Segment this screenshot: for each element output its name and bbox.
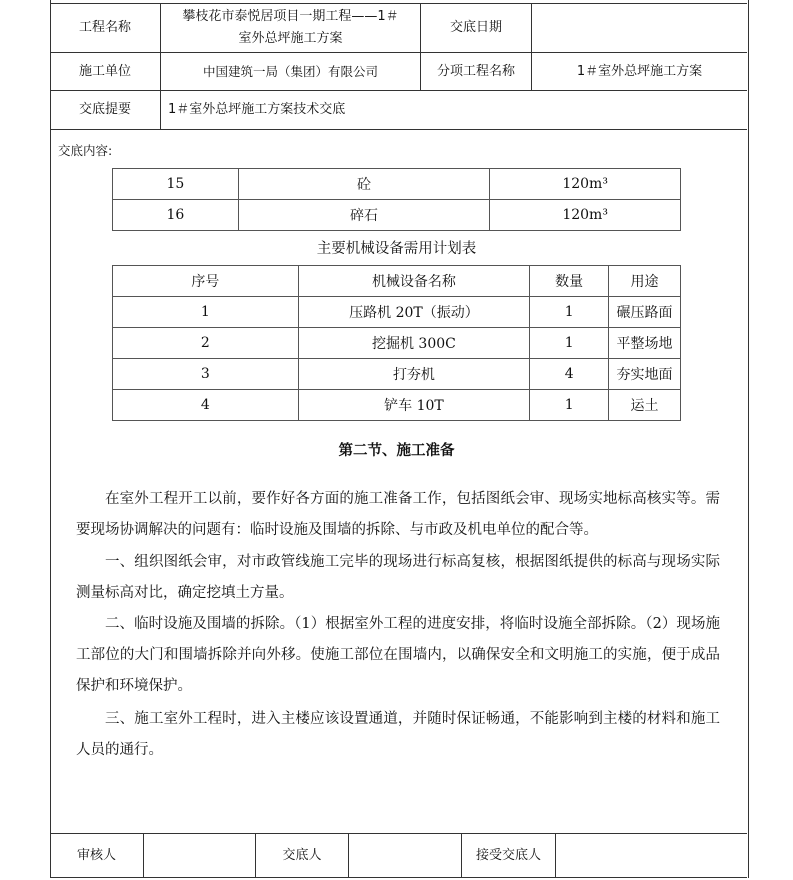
table-cell: 运土 <box>609 390 681 421</box>
table-header-row <box>113 266 681 297</box>
project-name-label: 工程名称 <box>78 20 131 35</box>
project-name-value <box>161 4 420 52</box>
column-header: 机械设备名称 <box>298 266 530 297</box>
project-name-line2: 室外总坪施工方案 <box>238 31 343 46</box>
sub-project-value: 1＃室外总坪施工方案 <box>576 63 703 79</box>
receiver-label: 接受交底人 <box>475 847 541 863</box>
table-cell: 夯实地面 <box>609 359 681 390</box>
paragraph-2: 一、组织图纸会审，对市政管线施工完毕的现场进行标高复核，根据图纸提供的标高与现场实际测量标高对比，确定挖填土方量。 <box>76 554 720 601</box>
discloser-label: 交底人 <box>282 847 322 863</box>
table-cell: 1 <box>530 390 609 421</box>
table-row <box>113 390 681 421</box>
column-header: 序号 <box>113 266 299 297</box>
footer-bottom-border <box>50 877 747 878</box>
table-cell: 打夯机 <box>298 359 530 390</box>
summary-value: 1＃室外总坪施工方案技术交底 <box>168 102 346 117</box>
equipment-table-title: 主要机械设备需用计划表 <box>316 241 477 257</box>
equipment-table <box>112 265 681 421</box>
column-header: 数量 <box>530 266 609 297</box>
table-cell: 碾压路面 <box>609 297 681 328</box>
discloser-value[interactable] <box>349 834 461 877</box>
material-name: 砼 <box>238 169 490 200</box>
date-label: 交底日期 <box>449 20 502 35</box>
paragraph-4: 三、施工室外工程时，进入主楼应该设置通道，并随时保证畅通，不能影响到主楼的材料和施工人员的通行。 <box>76 711 720 758</box>
table-cell: 1 <box>113 297 299 328</box>
material-no: 15 <box>113 169 239 200</box>
table-cell: 4 <box>530 359 609 390</box>
section-title: 第二节、施工准备 <box>338 443 455 459</box>
sub-project-label: 分项工程名称 <box>436 63 515 79</box>
reviewer-label: 审核人 <box>76 847 116 863</box>
project-name-line1: 攀枝花市泰悦居项目一期工程——1＃ <box>182 9 399 24</box>
table-cell: 压路机 20T（振动） <box>298 297 530 328</box>
table-cell: 2 <box>113 328 299 359</box>
paragraph-3: 二、临时设施及围墙的拆除。（1）根据室外工程的进度安排，将临时设施全部拆除。（2）现场施工部位的大门和围墙拆除并向外移。使施工部位在围墙内，以确保安全和文明施工的实施，便于成品保护和环境保护。 <box>76 616 720 694</box>
materials-table <box>112 168 681 231</box>
unit-value: 中国建筑一局（集团）有限公司 <box>202 63 378 79</box>
table-row <box>113 200 681 231</box>
paragraph-1: 在室外工程开工以前，要作好各方面的施工准备工作，包括图纸会审、现场实地标高核实等。需要现场协调解决的问题有：临时设施及围墙的拆除、与市政及机电单位的配合等。 <box>76 491 720 538</box>
content-label: 交底内容: <box>58 143 113 158</box>
table-cell: 平整场地 <box>609 328 681 359</box>
date-value[interactable] <box>532 4 747 52</box>
table-cell: 4 <box>113 390 299 421</box>
summary-label: 交底提要 <box>78 102 131 117</box>
table-cell: 3 <box>113 359 299 390</box>
unit-label: 施工单位 <box>78 63 131 79</box>
table-row <box>113 359 681 390</box>
material-qty: 120m³ <box>490 169 681 200</box>
table-row <box>113 169 681 200</box>
table-cell: 1 <box>530 297 609 328</box>
receiver-value[interactable] <box>556 834 747 877</box>
material-no: 16 <box>113 200 239 231</box>
table-cell: 挖掘机 300C <box>298 328 530 359</box>
material-qty: 120m³ <box>490 200 681 231</box>
header-bottom-border <box>50 129 747 130</box>
material-name: 碎石 <box>238 200 490 231</box>
table-cell: 铲车 10T <box>298 390 530 421</box>
reviewer-value[interactable] <box>144 834 255 877</box>
column-header: 用途 <box>609 266 681 297</box>
table-row <box>113 328 681 359</box>
table-cell: 1 <box>530 328 609 359</box>
table-row <box>113 297 681 328</box>
